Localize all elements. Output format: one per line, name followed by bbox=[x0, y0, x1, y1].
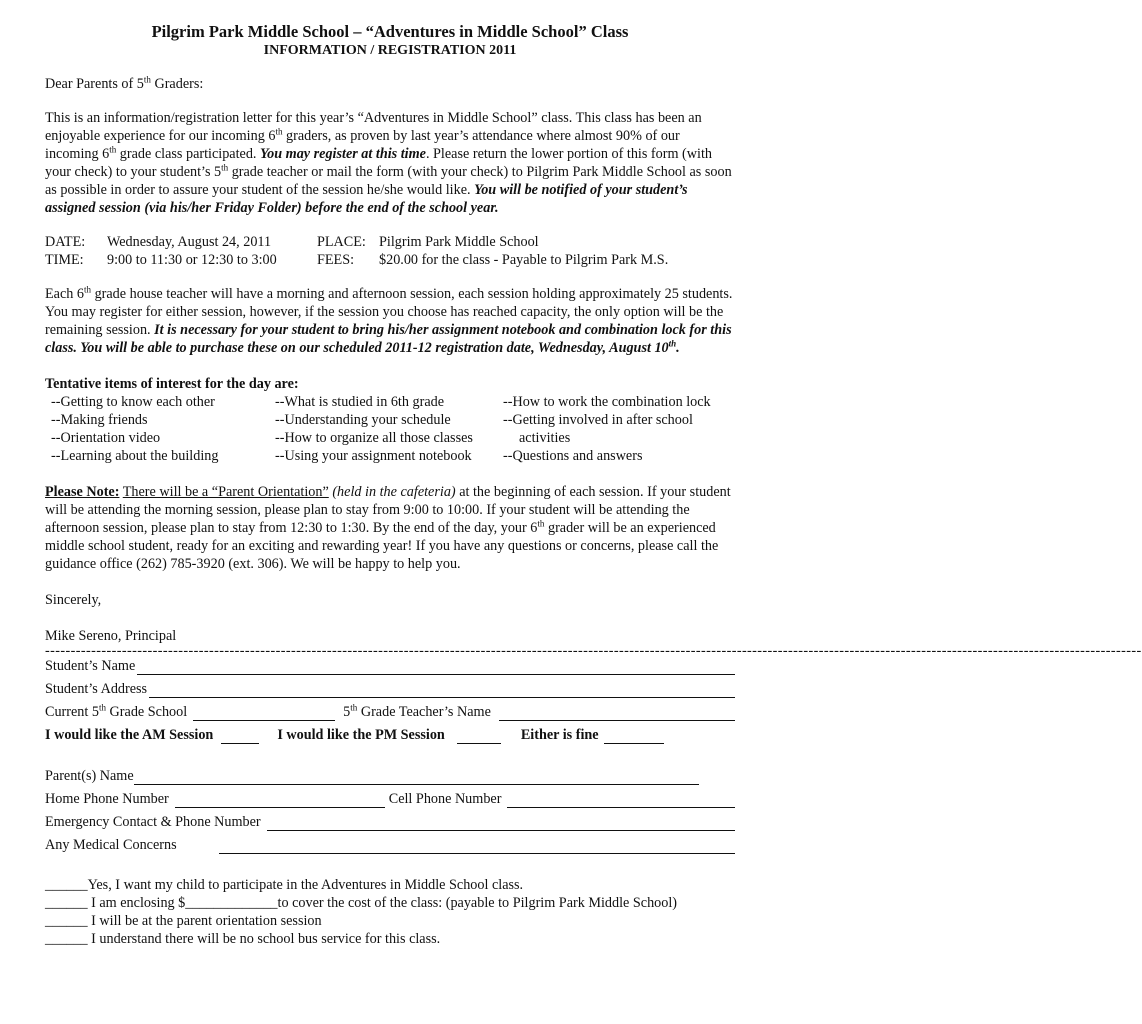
medical-concerns-field[interactable] bbox=[219, 840, 735, 854]
am-session-field[interactable] bbox=[221, 730, 259, 744]
check-participate[interactable]: ______Yes, I want my child to participate in the Adventures in Middle School class. bbox=[45, 877, 524, 893]
note-paragraph: Please Note: There will be a “Parent Orientation” (held in the cafeteria) at the beginning of each session. If your student will be attending the morning session, please plan to stay from 9:00 to 10:00. If your student will be attending the afternoon session, please plan to stay from 12:30 to 1:30. By the end of the day, your 6th grader will be an experienced middle school student, ready for an exciting and rewarding year! If you have any questions or concerns, please call the guidance office (262) 785-3920 (ext. 306). We will be happy to help you. bbox=[45, 484, 731, 572]
list-item: --Understanding your schedule bbox=[275, 412, 451, 428]
closing-sincerely: Sincerely, bbox=[45, 592, 102, 608]
place-value: Pilgrim Park Middle School bbox=[379, 234, 539, 250]
student-name-field[interactable] bbox=[137, 661, 735, 675]
list-item: --Using your assignment notebook bbox=[275, 448, 472, 464]
registration-letter bbox=[45, 22, 1142, 948]
list-item: --Orientation video bbox=[51, 430, 161, 446]
teacher-name-label: 5th Grade Teacher’s Name bbox=[343, 702, 491, 720]
current-school-field[interactable] bbox=[193, 707, 335, 721]
page-title: Pilgrim Park Middle School – “Adventures in Middle School” Class bbox=[151, 22, 629, 41]
list-item: --Getting involved in after school bbox=[503, 412, 693, 428]
list-item: --How to organize all those classes bbox=[275, 430, 473, 446]
pm-session-label: I would like the PM Session bbox=[277, 727, 445, 743]
time-label: TIME: bbox=[45, 252, 84, 268]
student-address-field[interactable] bbox=[149, 684, 735, 698]
intro-paragraph: This is an information/registration letter for this year’s “Adventures in Middle School” class. This class has been an enjoyable experience for our incoming 6th graders, as proven by last year’s attendance where almost 90% of our incoming 6th grade class participated. You may register at this time. Please return the lower portion of this form (with your check) to your student’s 5th grade teacher or mail the form (with your check) to Pilgrim Park Middle School as soon as possible in order to assure your student of the session he/she would like. You will be notified of your student’s assigned session (via his/her Friday Folder) before the end of the school year. bbox=[45, 110, 732, 216]
sessions-paragraph: Each 6th grade house teacher will have a morning and afternoon session, each session holding approximately 25 students. You may register for either session, however, if the session you choose has reached capacity, the only option will be the remaining session. It is necessary for your student to bring his/her assignment notebook and combination lock for this class. You will be able to purchase these on our scheduled 2011-12 registration date, Wednesday, August 10th. bbox=[45, 284, 733, 356]
time-value: 9:00 to 11:30 or 12:30 to 3:00 bbox=[107, 252, 277, 268]
parents-name-field[interactable] bbox=[134, 771, 699, 785]
list-item: --Questions and answers bbox=[503, 448, 643, 464]
list-item: --Learning about the building bbox=[51, 448, 219, 464]
signature: Mike Sereno, Principal bbox=[45, 628, 177, 644]
list-item: activities bbox=[519, 430, 571, 446]
check-payment[interactable]: ______ I am enclosing $_____________to cover the cost of the class: (payable to Pilgrim Park Middle School) bbox=[45, 895, 678, 911]
list-item: --What is studied in 6th grade bbox=[275, 394, 445, 410]
place-label: PLACE: bbox=[317, 234, 366, 250]
greeting: Dear Parents of 5th Graders: bbox=[45, 74, 204, 92]
checklist bbox=[45, 876, 735, 948]
payment-amount-field[interactable]: _____________ bbox=[185, 895, 278, 911]
items-heading: Tentative items of interest for the day are: bbox=[45, 376, 299, 392]
list-item: --Making friends bbox=[51, 412, 148, 428]
student-name-label: Student’s Name bbox=[45, 658, 136, 674]
cell-phone-field[interactable] bbox=[507, 794, 735, 808]
items-list bbox=[45, 393, 735, 465]
list-item: --Getting to know each other bbox=[51, 394, 215, 410]
home-phone-field[interactable] bbox=[175, 794, 385, 808]
cut-line: ---------------------------------------------------------------------------------------------------------------------------------------------------------------------------------------------------------------------- bbox=[45, 643, 1142, 659]
current-school-label: Current 5th Grade School bbox=[45, 702, 188, 720]
page-subtitle: INFORMATION / REGISTRATION 2011 bbox=[263, 43, 517, 58]
note-label: Please Note: bbox=[45, 484, 120, 500]
parents-name-label: Parent(s) Name bbox=[45, 768, 134, 784]
either-field[interactable] bbox=[604, 730, 664, 744]
emergency-contact-field[interactable] bbox=[267, 817, 735, 831]
home-phone-label: Home Phone Number bbox=[45, 791, 169, 807]
date-label: DATE: bbox=[45, 234, 86, 250]
emergency-contact-label: Emergency Contact & Phone Number bbox=[45, 814, 261, 830]
either-label: Either is fine bbox=[520, 727, 599, 743]
student-address-label: Student’s Address bbox=[45, 681, 148, 697]
medical-concerns-label: Any Medical Concerns bbox=[45, 837, 177, 853]
list-item: --How to work the combination lock bbox=[503, 394, 711, 410]
check-no-bus[interactable]: ______ I understand there will be no school bus service for this class. bbox=[45, 931, 441, 947]
fees-label: FEES: bbox=[317, 252, 355, 268]
event-details bbox=[45, 233, 735, 269]
check-orientation[interactable]: ______ I will be at the parent orientation session bbox=[45, 913, 322, 929]
teacher-name-field[interactable] bbox=[499, 707, 735, 721]
cell-phone-label: Cell Phone Number bbox=[388, 791, 502, 807]
am-session-label: I would like the AM Session bbox=[45, 727, 214, 743]
date-value: Wednesday, August 24, 2011 bbox=[107, 234, 272, 250]
pm-session-field[interactable] bbox=[457, 730, 501, 744]
fees-value: $20.00 for the class - Payable to Pilgrim Park M.S. bbox=[379, 252, 669, 268]
registration-form bbox=[45, 657, 735, 854]
